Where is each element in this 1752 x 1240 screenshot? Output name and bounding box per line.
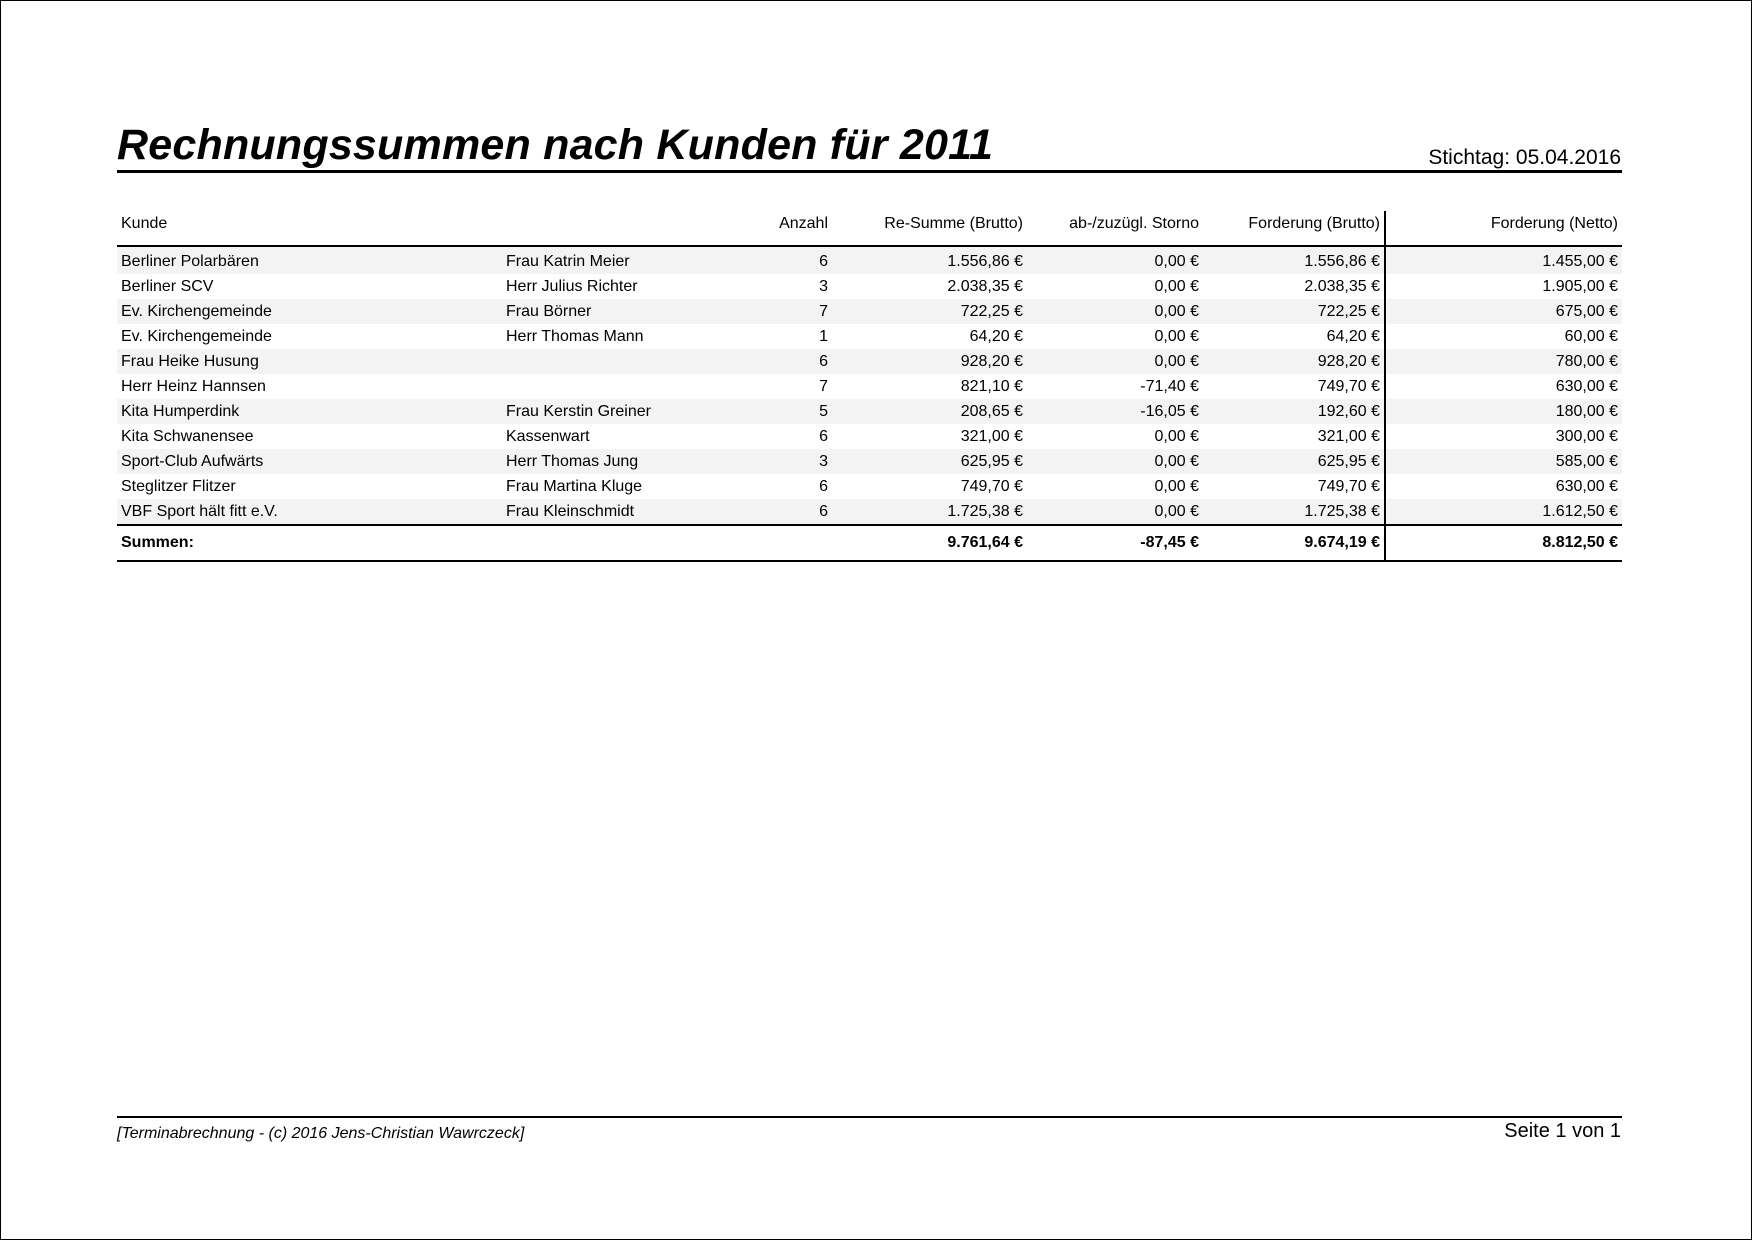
cell-forderung-netto: 630,00 € <box>1385 474 1622 499</box>
page-number: Seite 1 von 1 <box>1504 1120 1621 1142</box>
cell-re-summe: 1.556,86 € <box>832 246 1027 274</box>
cell-forderung-netto: 675,00 € <box>1385 299 1622 324</box>
cell-storno: 0,00 € <box>1027 449 1203 474</box>
cell-anzahl: 7 <box>819 377 828 395</box>
cell-contact: Frau Katrin Meier <box>502 246 742 274</box>
cell-anzahl: 3 <box>819 277 828 295</box>
cell-forderung-netto: 1.905,00 € <box>1385 274 1622 299</box>
cell-forderung-brutto: 1.725,38 € <box>1203 499 1385 525</box>
cell-forderung-brutto: 64,20 € <box>1326 327 1380 345</box>
cell-anzahl: 3 <box>742 449 832 474</box>
cell-contact <box>502 374 742 399</box>
table-row <box>117 374 1622 399</box>
cell-contact: Kassenwart <box>506 427 590 445</box>
cell-storno: 0,00 € <box>1027 349 1203 374</box>
cell-kunde: Herr Heinz Hannsen <box>121 377 266 395</box>
cell-forderung-netto: 60,00 € <box>1385 324 1622 349</box>
cell-anzahl: 6 <box>742 499 832 525</box>
report-title: Rechnungssummen nach Kunden für 2011 <box>117 121 994 169</box>
col-header-kunde: Kunde <box>117 211 502 246</box>
cell-kunde: Ev. Kirchengemeinde <box>117 299 502 324</box>
cell-anzahl: 6 <box>819 477 828 495</box>
table-row <box>117 499 1622 525</box>
cell-contact: Frau Martina Kluge <box>506 477 643 495</box>
cell-storno: 0,00 € <box>1027 499 1203 525</box>
cell-storno: 0,00 € <box>1027 299 1203 324</box>
cell-re-summe: 928,20 € <box>832 349 1027 374</box>
totals-row <box>117 525 1622 561</box>
cell-storno: 0,00 € <box>1027 246 1203 274</box>
cell-contact: Herr Julius Richter <box>506 277 638 295</box>
totals-label: Summen: <box>117 525 502 561</box>
col-header-forderung-brutto: Forderung (Brutto) <box>1203 211 1385 246</box>
report-date: Stichtag: 05.04.2016 <box>1428 146 1621 169</box>
cell-anzahl: 6 <box>742 349 832 374</box>
cell-kunde: Frau Heike Husung <box>117 349 502 374</box>
cell-forderung-netto: 180,00 € <box>1385 399 1622 424</box>
cell-storno: 0,00 € <box>1154 477 1199 495</box>
cell-forderung-brutto: 928,20 € <box>1203 349 1385 374</box>
table-row <box>117 324 1622 349</box>
footer-copyright: [Terminabrechnung - (c) 2016 Jens-Christian Wawrczeck] <box>117 1125 525 1142</box>
cell-contact <box>502 349 742 374</box>
cell-re-summe: 2.038,35 € <box>947 277 1023 295</box>
totals-forderung-brutto: 9.674,19 € <box>1203 525 1385 561</box>
col-header-re-summe: Re-Summe (Brutto) <box>832 211 1027 246</box>
cell-forderung-brutto: 722,25 € <box>1203 299 1385 324</box>
cell-anzahl: 6 <box>819 427 828 445</box>
cell-kunde: Berliner Polarbären <box>117 246 502 274</box>
cell-contact: Frau Kleinschmidt <box>502 499 742 525</box>
table-row <box>117 349 1622 374</box>
totals-re-summe: 9.761,64 € <box>832 525 1027 561</box>
cell-forderung-brutto: 625,95 € <box>1203 449 1385 474</box>
cell-kunde: Ev. Kirchengemeinde <box>121 327 272 345</box>
cell-anzahl: 7 <box>742 299 832 324</box>
totals-empty-contact <box>502 525 742 561</box>
cell-forderung-brutto: 192,60 € <box>1203 399 1385 424</box>
table-row <box>117 246 1622 274</box>
cell-storno: 0,00 € <box>1154 277 1199 295</box>
totals-forderung-netto: 8.812,50 € <box>1385 525 1622 561</box>
table-row <box>117 474 1622 499</box>
footer-divider <box>117 1116 1622 1118</box>
cell-forderung-brutto: 321,00 € <box>1317 427 1380 445</box>
cell-kunde: Steglitzer Flitzer <box>121 477 236 495</box>
cell-contact: Herr Thomas Mann <box>506 327 644 345</box>
cell-forderung-netto: 780,00 € <box>1385 349 1622 374</box>
col-header-storno: ab-/zuzügl. Storno <box>1027 211 1203 246</box>
customer-totals-table <box>117 211 1622 562</box>
cell-anzahl: 6 <box>742 246 832 274</box>
cell-storno: 0,00 € <box>1154 427 1199 445</box>
col-header-anzahl: Anzahl <box>742 211 832 246</box>
cell-kunde: Berliner SCV <box>121 277 214 295</box>
cell-forderung-netto: 300,00 € <box>1385 424 1622 449</box>
cell-contact: Herr Thomas Jung <box>502 449 742 474</box>
table-body <box>117 246 1622 525</box>
cell-re-summe: 749,70 € <box>960 477 1023 495</box>
col-header-forderung-netto: Forderung (Netto) <box>1385 211 1622 246</box>
cell-anzahl: 5 <box>742 399 832 424</box>
cell-storno: -16,05 € <box>1027 399 1203 424</box>
cell-re-summe: 321,00 € <box>960 427 1023 445</box>
cell-re-summe: 722,25 € <box>832 299 1027 324</box>
cell-forderung-brutto: 1.556,86 € <box>1203 246 1385 274</box>
cell-forderung-netto: 585,00 € <box>1385 449 1622 474</box>
cell-contact: Frau Börner <box>502 299 742 324</box>
cell-re-summe: 625,95 € <box>832 449 1027 474</box>
cell-contact: Frau Kerstin Greiner <box>502 399 742 424</box>
table-row <box>117 449 1622 474</box>
cell-forderung-brutto: 749,70 € <box>1317 377 1380 395</box>
cell-re-summe: 821,10 € <box>960 377 1023 395</box>
cell-kunde: Sport-Club Aufwärts <box>117 449 502 474</box>
cell-kunde: VBF Sport hält fitt e.V. <box>117 499 502 525</box>
cell-storno: -71,40 € <box>1140 377 1199 395</box>
table-row <box>117 399 1622 424</box>
title-divider <box>117 170 1622 173</box>
table-row <box>117 424 1622 449</box>
table-header-row <box>117 211 1622 246</box>
cell-forderung-netto: 1.612,50 € <box>1385 499 1622 525</box>
cell-anzahl: 1 <box>819 327 828 345</box>
cell-kunde: Kita Schwanensee <box>121 427 254 445</box>
totals-empty-anzahl <box>742 525 832 561</box>
cell-re-summe: 64,20 € <box>969 327 1023 345</box>
col-header-contact <box>502 211 742 246</box>
cell-forderung-netto: 630,00 € <box>1385 374 1622 399</box>
cell-storno: 0,00 € <box>1154 327 1199 345</box>
totals-storno: -87,45 € <box>1027 525 1203 561</box>
table-row <box>117 299 1622 324</box>
cell-re-summe: 1.725,38 € <box>832 499 1027 525</box>
table-row <box>117 274 1622 299</box>
cell-forderung-brutto: 2.038,35 € <box>1304 277 1380 295</box>
cell-re-summe: 208,65 € <box>832 399 1027 424</box>
cell-kunde: Kita Humperdink <box>117 399 502 424</box>
cell-forderung-brutto: 749,70 € <box>1317 477 1380 495</box>
cell-forderung-netto: 1.455,00 € <box>1385 246 1622 274</box>
